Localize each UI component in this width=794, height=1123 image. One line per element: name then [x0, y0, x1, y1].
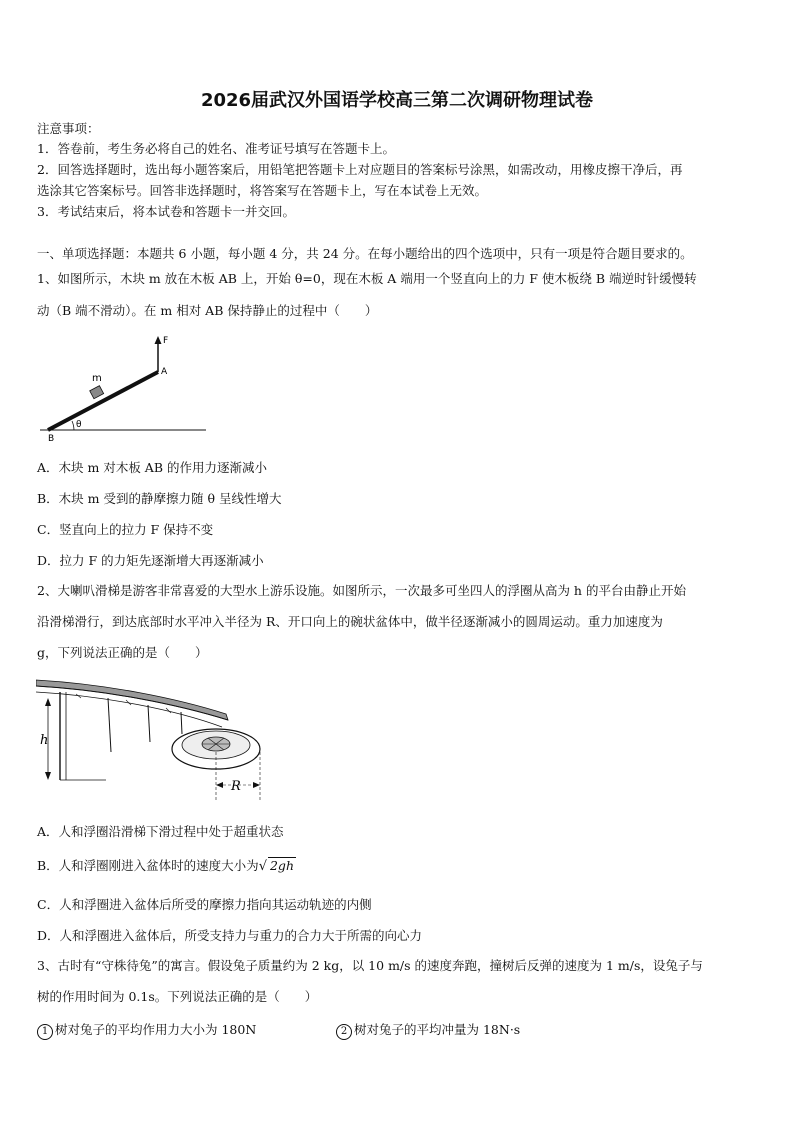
notice-heading: 注意事项：: [37, 121, 100, 136]
q1-option-c: C．竖直向上的拉力 F 保持不变: [37, 522, 214, 537]
q1-stem-line1: 1、如图所示，木块 m 放在木板 AB 上，开始 θ=0，现在木板 A 端用一个竖直向上的力 F 使木板绕 B 端逆时针缓慢转: [37, 271, 697, 286]
q2-stem-line3: g，下列说法正确的是（ ）: [37, 645, 208, 660]
label-theta: θ: [76, 420, 82, 430]
angle-arc: [72, 421, 74, 430]
notice-item-2-cont: 选涂其它答案标号。回答非选择题时，将答案写在答题卡上，写在本试卷上无效。: [37, 183, 488, 198]
q1-stem-line2: 动（B 端不滑动）。在 m 相对 AB 保持静止的过程中（ ）: [37, 303, 378, 318]
q2-option-b: B．人和浮圈刚进入盆体时的速度大小为√ 2gh: [37, 858, 294, 874]
q2-option-d: D．人和浮圈进入盆体后，所受支持力与重力的合力大于所需的向心力: [37, 928, 423, 943]
q3-option-1-text: 树对兔子的平均作用力大小为 180N: [55, 1022, 257, 1037]
notice-item-2: 2．回答选择题时，选出每小题答案后，用铅笔把答题卡上对应题目的答案标号涂黑，如需改动，用橡皮擦干净后，再: [37, 162, 683, 177]
q3-option-2: [336, 1020, 520, 1040]
notice-item-3: 3．考试结束后，将本试卷和答题卡一并交回。: [37, 204, 295, 219]
page-title: 2026届武汉外国语学校高三第二次调研物理试卷: [200, 90, 594, 111]
circled-number-2: 2: [336, 1024, 352, 1040]
q1-option-d: D．拉力 F 的力矩先逐渐增大再逐渐减小: [37, 553, 264, 568]
q1-option-b: B．木块 m 受到的静摩擦力随 θ 呈线性增大: [37, 491, 282, 506]
q3-option-2-text: 树对兔子的平均冲量为 18N·s: [354, 1022, 521, 1037]
slide-tube: [36, 680, 228, 720]
block-m: [90, 386, 104, 399]
arrow-up-icon: [45, 698, 51, 706]
notice-item-1: 1．答卷前，考生务必将自己的姓名、准考证号填写在答题卡上。: [37, 141, 395, 156]
label-r: R: [231, 779, 241, 794]
label-a: A: [161, 367, 168, 377]
q2-stem-line2: 沿滑梯滑行，到达底部时水平冲入半径为 R、开口向上的碗状盆体中，做半径逐渐减小的圆周运动。重力加速度为: [37, 614, 663, 629]
arrow-right-icon: [253, 782, 260, 788]
q2-option-a: A．人和浮圈沿滑梯下滑过程中处于超重状态: [37, 824, 284, 839]
force-arrow-icon: [155, 336, 162, 344]
arrow-left-icon: [216, 782, 223, 788]
q2-option-c: C．人和浮圈进入盆体后所受的摩擦力指向其运动轨迹的内侧: [37, 897, 372, 912]
label-h: h: [40, 733, 49, 748]
q2-stem-line1: 2、大喇叭滑梯是游客非常喜爱的大型水上游乐设施。如图所示，一次最多可坐四人的浮圈从高为 h 的平台由静止开始: [37, 583, 686, 598]
q3-stem-line1: 3、古时有“守株待兔”的寓言。假设兔子质量约为 2 kg，以 10 m/s 的速度奔跑，撞树后反弹的速度为 1 m/s，设兔子与: [37, 958, 703, 973]
q3-option-1: [37, 1020, 256, 1040]
label-m: m: [92, 373, 102, 384]
q2-figure: [36, 672, 301, 807]
arrow-down-icon: [45, 772, 51, 780]
q1-figure: [36, 330, 216, 445]
q1-option-a: A．木块 m 对木板 AB 的作用力逐渐减小: [37, 460, 267, 475]
section-heading: 一、单项选择题：本题共 6 小题，每小题 4 分，共 24 分。在每小题给出的四个选项中，只有一项是符合题目要求的。: [37, 246, 693, 261]
label-b: B: [48, 434, 55, 444]
q2-option-b-root: 2gh: [269, 858, 294, 873]
circled-number-1: 1: [37, 1024, 53, 1040]
q2-option-b-text: B．人和浮圈刚进入盆体时的速度大小为: [37, 858, 259, 873]
board-ab: [48, 372, 158, 430]
q3-stem-line2: 树的作用时间为 0.1s。下列说法正确的是（ ）: [37, 989, 318, 1004]
label-f: F: [163, 336, 169, 346]
